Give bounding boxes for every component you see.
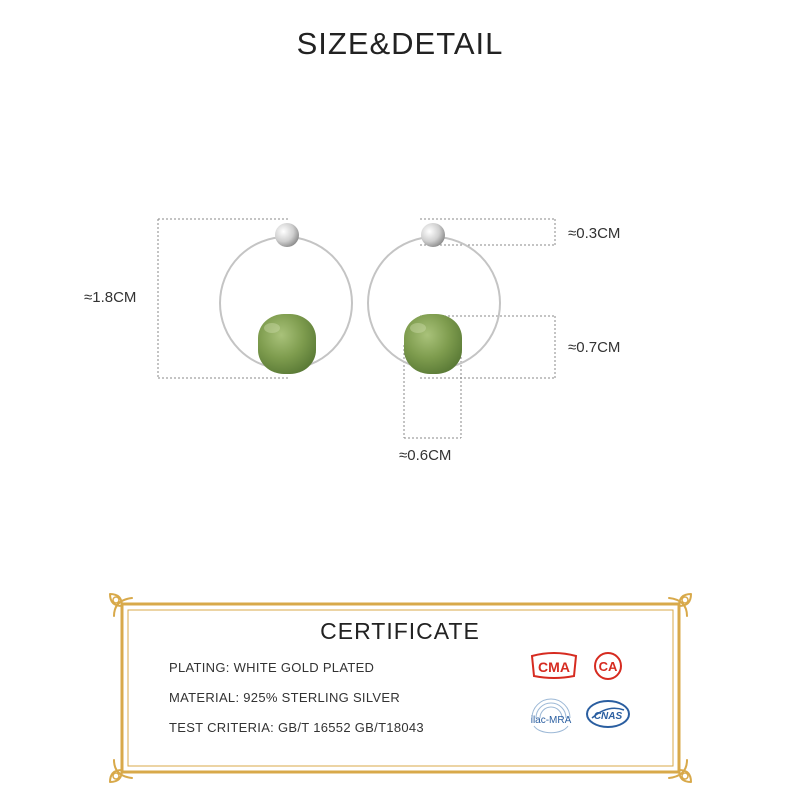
ilac-logo-text: ilac-MRA — [530, 715, 572, 726]
plating-line: PLATING: WHITE GOLD PLATED — [169, 660, 375, 675]
cma-logo-text: CMA — [538, 659, 570, 675]
ca-logo-text: CA — [598, 659, 618, 674]
certificate-title: CERTIFICATE — [320, 618, 480, 644]
ca-logo — [588, 650, 628, 682]
ilac-mra-logo — [526, 696, 576, 738]
right-bead — [404, 314, 462, 374]
right-earring — [368, 223, 500, 374]
cma-logo — [528, 652, 580, 680]
page-title: SIZE&DETAIL — [296, 26, 504, 61]
cnas-logo-text: CNAS — [593, 711, 623, 722]
left-earring — [220, 223, 352, 374]
dimension-ball-size: ≈0.3CM — [568, 225, 621, 242]
dimension-bead-width: ≈0.6CM — [399, 447, 452, 464]
material-line: MATERIAL: 925% STERLING SILVER — [169, 690, 401, 705]
test-criteria-line: TEST CRITERIA: GB/T 16552 GB/T18043 — [169, 720, 424, 735]
cnas-logo — [584, 698, 632, 730]
dimension-hoop-height: ≈1.8CM — [84, 289, 137, 306]
dimension-bead-height: ≈0.7CM — [568, 339, 621, 356]
left-ball — [275, 223, 299, 247]
left-bead — [258, 314, 316, 374]
right-ball — [421, 223, 445, 247]
